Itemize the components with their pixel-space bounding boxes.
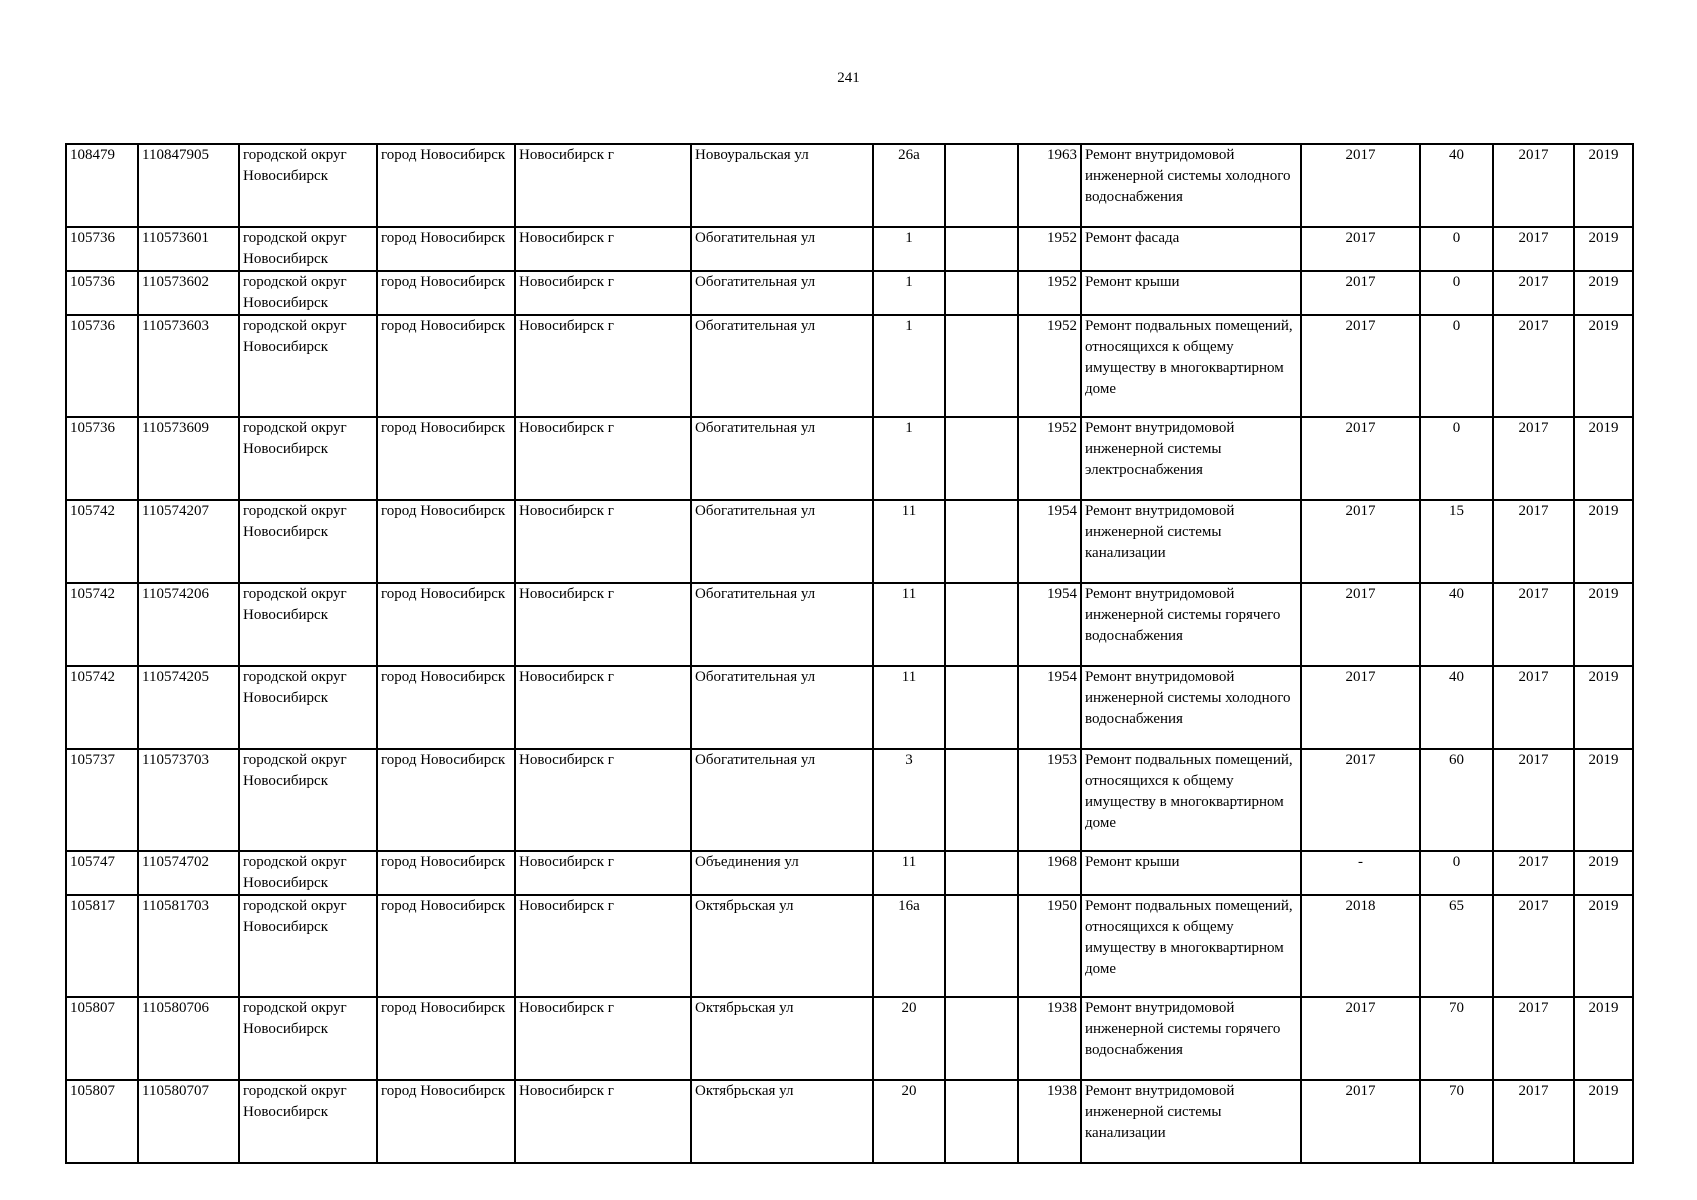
year-built-cell: 1968	[1018, 851, 1081, 895]
house-number-cell: 26а	[873, 144, 945, 227]
period-start-cell: 2017	[1493, 895, 1574, 997]
page-number: 241	[837, 70, 860, 86]
building-cell	[945, 315, 1018, 417]
street-cell: Октябрьская ул	[691, 895, 873, 997]
building-cell	[945, 851, 1018, 895]
period-start-cell: 2017	[1493, 749, 1574, 851]
period-end-cell: 2019	[1574, 666, 1633, 749]
work-type-cell: Ремонт внутридомовой инженерной системы канализации	[1081, 1080, 1301, 1163]
house-id-cell: 105742	[66, 666, 138, 749]
municipal-district-cell: городской округ Новосибирск	[239, 583, 377, 666]
municipal-district-cell: городской округ Новосибирск	[239, 417, 377, 500]
period-start-cell: 2017	[1493, 227, 1574, 271]
municipal-district-cell: городской округ Новосибирск	[239, 749, 377, 851]
settlement-cell: город Новосибирск	[377, 895, 515, 997]
house-id-cell: 105747	[66, 851, 138, 895]
work-type-cell: Ремонт внутридомовой инженерной системы холодного водоснабжения	[1081, 666, 1301, 749]
period-end-cell: 2019	[1574, 583, 1633, 666]
street-cell: Обогатительная ул	[691, 227, 873, 271]
house-number-cell: 20	[873, 997, 945, 1080]
locality-cell: Новосибирск г	[515, 227, 691, 271]
house-id-cell: 105807	[66, 1080, 138, 1163]
house-number-cell: 1	[873, 315, 945, 417]
element-id-cell: 110574207	[138, 500, 239, 583]
year-built-cell: 1954	[1018, 666, 1081, 749]
element-id-cell: 110573603	[138, 315, 239, 417]
element-id-cell: 110580706	[138, 997, 239, 1080]
house-number-cell: 16а	[873, 895, 945, 997]
settlement-cell: город Новосибирск	[377, 315, 515, 417]
house-id-cell: 105742	[66, 500, 138, 583]
year-built-cell: 1954	[1018, 500, 1081, 583]
last-repair-year-cell: 2017	[1301, 749, 1420, 851]
period-start-cell: 2017	[1493, 315, 1574, 417]
work-type-cell: Ремонт внутридомовой инженерной системы электроснабжения	[1081, 417, 1301, 500]
period-end-cell: 2019	[1574, 271, 1633, 315]
building-cell	[945, 666, 1018, 749]
house-number-cell: 1	[873, 271, 945, 315]
period-start-cell: 2017	[1493, 144, 1574, 227]
street-cell: Обогатительная ул	[691, 315, 873, 417]
house-id-cell: 105736	[66, 417, 138, 500]
building-cell	[945, 583, 1018, 666]
settlement-cell: город Новосибирск	[377, 271, 515, 315]
locality-cell: Новосибирск г	[515, 895, 691, 997]
table-row	[66, 997, 1633, 1080]
element-id-cell: 110574205	[138, 666, 239, 749]
last-repair-year-cell: 2017	[1301, 271, 1420, 315]
element-id-cell: 110573602	[138, 271, 239, 315]
element-id-cell: 110574206	[138, 583, 239, 666]
work-type-cell: Ремонт подвальных помещений, относящихся к общему имуществу в многоквартирном доме	[1081, 749, 1301, 851]
building-cell	[945, 417, 1018, 500]
table-row	[66, 271, 1633, 315]
street-cell: Обогатительная ул	[691, 749, 873, 851]
wear-percent-cell: 0	[1420, 417, 1493, 500]
wear-percent-cell: 0	[1420, 271, 1493, 315]
settlement-cell: город Новосибирск	[377, 1080, 515, 1163]
last-repair-year-cell: 2017	[1301, 583, 1420, 666]
settlement-cell: город Новосибирск	[377, 749, 515, 851]
settlement-cell: город Новосибирск	[377, 666, 515, 749]
period-start-cell: 2017	[1493, 500, 1574, 583]
table-row	[66, 851, 1633, 895]
work-type-cell: Ремонт внутридомовой инженерной системы горячего водоснабжения	[1081, 583, 1301, 666]
work-type-cell: Ремонт крыши	[1081, 271, 1301, 315]
year-built-cell: 1952	[1018, 417, 1081, 500]
year-built-cell: 1952	[1018, 227, 1081, 271]
period-start-cell: 2017	[1493, 851, 1574, 895]
last-repair-year-cell: 2017	[1301, 666, 1420, 749]
wear-percent-cell: 40	[1420, 666, 1493, 749]
house-number-cell: 11	[873, 666, 945, 749]
period-end-cell: 2019	[1574, 1080, 1633, 1163]
element-id-cell: 110847905	[138, 144, 239, 227]
period-end-cell: 2019	[1574, 500, 1633, 583]
wear-percent-cell: 70	[1420, 1080, 1493, 1163]
period-end-cell: 2019	[1574, 895, 1633, 997]
year-built-cell: 1938	[1018, 1080, 1081, 1163]
period-start-cell: 2017	[1493, 1080, 1574, 1163]
settlement-cell: город Новосибирск	[377, 227, 515, 271]
municipal-district-cell: городской округ Новосибирск	[239, 271, 377, 315]
settlement-cell: город Новосибирск	[377, 583, 515, 666]
year-built-cell: 1953	[1018, 749, 1081, 851]
building-cell	[945, 895, 1018, 997]
year-built-cell: 1938	[1018, 997, 1081, 1080]
municipal-district-cell: городской округ Новосибирск	[239, 851, 377, 895]
element-id-cell: 110580707	[138, 1080, 239, 1163]
table-row	[66, 895, 1633, 997]
period-end-cell: 2019	[1574, 997, 1633, 1080]
table-row	[66, 583, 1633, 666]
locality-cell: Новосибирск г	[515, 997, 691, 1080]
street-cell: Новоуральская ул	[691, 144, 873, 227]
period-end-cell: 2019	[1574, 417, 1633, 500]
table-row	[66, 1080, 1633, 1163]
house-id-cell: 105742	[66, 583, 138, 666]
wear-percent-cell: 15	[1420, 500, 1493, 583]
building-cell	[945, 500, 1018, 583]
wear-percent-cell: 70	[1420, 997, 1493, 1080]
period-start-cell: 2017	[1493, 417, 1574, 500]
table-row	[66, 749, 1633, 851]
element-id-cell: 110581703	[138, 895, 239, 997]
year-built-cell: 1954	[1018, 583, 1081, 666]
locality-cell: Новосибирск г	[515, 417, 691, 500]
table-row	[66, 144, 1633, 227]
street-cell: Обогатительная ул	[691, 583, 873, 666]
period-end-cell: 2019	[1574, 315, 1633, 417]
work-type-cell: Ремонт подвальных помещений, относящихся к общему имуществу в многоквартирном доме	[1081, 315, 1301, 417]
period-start-cell: 2017	[1493, 666, 1574, 749]
element-id-cell: 110573703	[138, 749, 239, 851]
element-id-cell: 110574702	[138, 851, 239, 895]
period-start-cell: 2017	[1493, 271, 1574, 315]
repair-program-table	[65, 143, 1634, 1164]
house-number-cell: 20	[873, 1080, 945, 1163]
building-cell	[945, 271, 1018, 315]
last-repair-year-cell: 2017	[1301, 417, 1420, 500]
wear-percent-cell: 60	[1420, 749, 1493, 851]
last-repair-year-cell: 2017	[1301, 997, 1420, 1080]
last-repair-year-cell: 2017	[1301, 144, 1420, 227]
last-repair-year-cell: 2018	[1301, 895, 1420, 997]
wear-percent-cell: 40	[1420, 583, 1493, 666]
last-repair-year-cell: 2017	[1301, 227, 1420, 271]
house-id-cell: 105817	[66, 895, 138, 997]
table-row	[66, 666, 1633, 749]
wear-percent-cell: 0	[1420, 851, 1493, 895]
locality-cell: Новосибирск г	[515, 749, 691, 851]
table-row	[66, 315, 1633, 417]
work-type-cell: Ремонт внутридомовой инженерной системы холодного водоснабжения	[1081, 144, 1301, 227]
municipal-district-cell: городской округ Новосибирск	[239, 500, 377, 583]
settlement-cell: город Новосибирск	[377, 417, 515, 500]
table-row	[66, 417, 1633, 500]
wear-percent-cell: 0	[1420, 227, 1493, 271]
year-built-cell: 1952	[1018, 271, 1081, 315]
house-number-cell: 1	[873, 417, 945, 500]
building-cell	[945, 997, 1018, 1080]
street-cell: Обогатительная ул	[691, 271, 873, 315]
house-number-cell: 11	[873, 851, 945, 895]
municipal-district-cell: городской округ Новосибирск	[239, 227, 377, 271]
house-number-cell: 1	[873, 227, 945, 271]
street-cell: Объединения ул	[691, 851, 873, 895]
house-id-cell: 105807	[66, 997, 138, 1080]
municipal-district-cell: городской округ Новосибирск	[239, 315, 377, 417]
work-type-cell: Ремонт внутридомовой инженерной системы горячего водоснабжения	[1081, 997, 1301, 1080]
locality-cell: Новосибирск г	[515, 583, 691, 666]
period-end-cell: 2019	[1574, 749, 1633, 851]
element-id-cell: 110573609	[138, 417, 239, 500]
house-id-cell: 108479	[66, 144, 138, 227]
period-end-cell: 2019	[1574, 227, 1633, 271]
table-body	[66, 144, 1633, 1163]
locality-cell: Новосибирск г	[515, 1080, 691, 1163]
street-cell: Обогатительная ул	[691, 666, 873, 749]
house-number-cell: 11	[873, 500, 945, 583]
house-id-cell: 105737	[66, 749, 138, 851]
municipal-district-cell: городской округ Новосибирск	[239, 895, 377, 997]
house-number-cell: 3	[873, 749, 945, 851]
last-repair-year-cell: 2017	[1301, 1080, 1420, 1163]
building-cell	[945, 144, 1018, 227]
locality-cell: Новосибирск г	[515, 500, 691, 583]
period-end-cell: 2019	[1574, 851, 1633, 895]
municipal-district-cell: городской округ Новосибирск	[239, 997, 377, 1080]
municipal-district-cell: городской округ Новосибирск	[239, 144, 377, 227]
wear-percent-cell: 40	[1420, 144, 1493, 227]
work-type-cell: Ремонт подвальных помещений, относящихся к общему имуществу в многоквартирном доме	[1081, 895, 1301, 997]
last-repair-year-cell: 2017	[1301, 500, 1420, 583]
table-row	[66, 227, 1633, 271]
settlement-cell: город Новосибирск	[377, 997, 515, 1080]
house-number-cell: 11	[873, 583, 945, 666]
settlement-cell: город Новосибирск	[377, 851, 515, 895]
locality-cell: Новосибирск г	[515, 851, 691, 895]
year-built-cell: 1952	[1018, 315, 1081, 417]
locality-cell: Новосибирск г	[515, 666, 691, 749]
locality-cell: Новосибирск г	[515, 271, 691, 315]
street-cell: Октябрьская ул	[691, 1080, 873, 1163]
building-cell	[945, 1080, 1018, 1163]
period-end-cell: 2019	[1574, 144, 1633, 227]
period-start-cell: 2017	[1493, 583, 1574, 666]
street-cell: Октябрьская ул	[691, 997, 873, 1080]
period-start-cell: 2017	[1493, 997, 1574, 1080]
work-type-cell: Ремонт внутридомовой инженерной системы канализации	[1081, 500, 1301, 583]
locality-cell: Новосибирск г	[515, 144, 691, 227]
street-cell: Обогатительная ул	[691, 500, 873, 583]
year-built-cell: 1963	[1018, 144, 1081, 227]
wear-percent-cell: 65	[1420, 895, 1493, 997]
wear-percent-cell: 0	[1420, 315, 1493, 417]
house-id-cell: 105736	[66, 315, 138, 417]
street-cell: Обогатительная ул	[691, 417, 873, 500]
building-cell	[945, 227, 1018, 271]
municipal-district-cell: городской округ Новосибирск	[239, 1080, 377, 1163]
building-cell	[945, 749, 1018, 851]
house-id-cell: 105736	[66, 227, 138, 271]
last-repair-year-cell: -	[1301, 851, 1420, 895]
table-row	[66, 500, 1633, 583]
house-id-cell: 105736	[66, 271, 138, 315]
locality-cell: Новосибирск г	[515, 315, 691, 417]
year-built-cell: 1950	[1018, 895, 1081, 997]
last-repair-year-cell: 2017	[1301, 315, 1420, 417]
element-id-cell: 110573601	[138, 227, 239, 271]
municipal-district-cell: городской округ Новосибирск	[239, 666, 377, 749]
settlement-cell: город Новосибирск	[377, 500, 515, 583]
settlement-cell: город Новосибирск	[377, 144, 515, 227]
work-type-cell: Ремонт крыши	[1081, 851, 1301, 895]
work-type-cell: Ремонт фасада	[1081, 227, 1301, 271]
